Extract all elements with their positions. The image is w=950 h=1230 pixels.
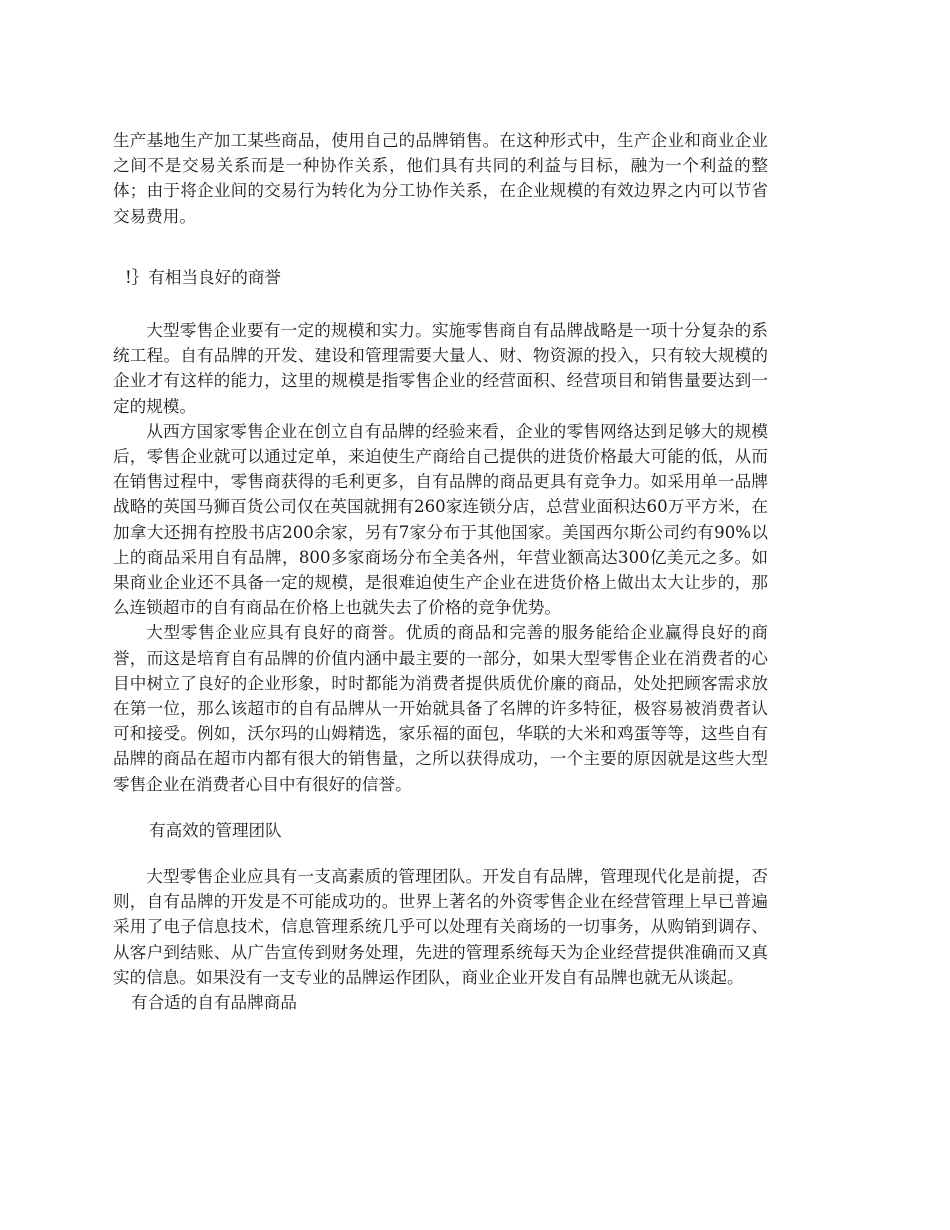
paragraph-scale-strength: 大型零售企业要有一定的规模和实力。实施零售商自有品牌战略是一项十分复杂的系统工程。自有品牌的开发、建设和管理需要大量人、财、物资源的投入，只有较大规模的企业才有这样的能力，这里的规模是指零售企业的经营面积、经营项目和销售量要达到一定的规模。 [113,321,768,416]
paragraph-western-experience: 从西方国家零售企业在创立自有品牌的经验来看，企业的零售网络达到足够大的规模后，零售企业就可以通过定单，来迫使生产商给自己提供的进货价格最大可能的低，从而在销售过程中，零售商获得的毛利更多，自有品牌的商品更具有竞争力。如采用单一品牌战略的英国马狮百货公司仅在英国就拥有260家连锁分店，总营业面积达60万平方米，在加拿大还拥有控股书店200余家，另有7家分布于其他国家。美国西尔斯公司约有90%以上的商品采用自有品牌，800多家商场分布全美各州，年营业额高达300亿美元之多。如果商业企业还不具备一定的规模，是很难迫使生产企业在进货价格上做出太大让步的，那么连锁超市的自有商品在价格上也就失去了价格的竞争优势。 [113,421,768,618]
section-heading-management-team: 有高效的管理团队 [149,820,282,840]
document-page [113,128,768,1015]
section-heading-suitable-products: 有合适的自有品牌商品 [131,993,297,1013]
paragraph-production-cooperation: 生产基地生产加工某些商品，使用自己的品牌销售。在这种形式中，生产企业和商业企业之间不是交易关系而是一种协作关系，他们具有共同的利益与目标，融为一个利益的整体；由于将企业间的交易行为转化为分工协作关系，在企业规模的有效边界之内可以节省交易费用。 [113,131,768,226]
paragraph-management-team: 大型零售企业应具有一支高素质的管理团队。开发自有品牌，管理现代化是前提，否则，自有品牌的开发是不可能成功的。世界上著名的外资零售企业在经营管理上早已普遍采用了电子信息技术，信息管理系统几乎可以处理有关商场的一切事务，从购销到调存、从客户到结账、从广告宣传到财务处理，先进的管理系统每天为企业经营提供准确而又真实的信息。如果没有一支专业的品牌运作团队，商业企业开发自有品牌也就无从谈起。 [113,867,768,987]
section-heading-reputation: !｝有相当良好的商誉 [125,267,282,287]
paragraph-good-reputation: 大型零售企业应具有良好的商誉。优质的商品和完善的服务能给企业赢得良好的商誉，而这是培育自有品牌的价值内涵中最主要的一部分，如果大型零售企业在消费者的心目中树立了良好的企业形象，时时都能为消费者提供质优价廉的商品，处处把顾客需求放在第一位，那么该超市的自有品牌从一开始就具备了名牌的许多特征，极容易被消费者认可和接受。例如，沃尔玛的山姆精选，家乐福的面包，华联的大米和鸡蛋等等，这些自有品牌的商品在超市内都有很大的销售量，之所以获得成功，一个主要的原因就是这些大型零售企业在消费者心目中有很好的信誉。 [113,623,768,794]
